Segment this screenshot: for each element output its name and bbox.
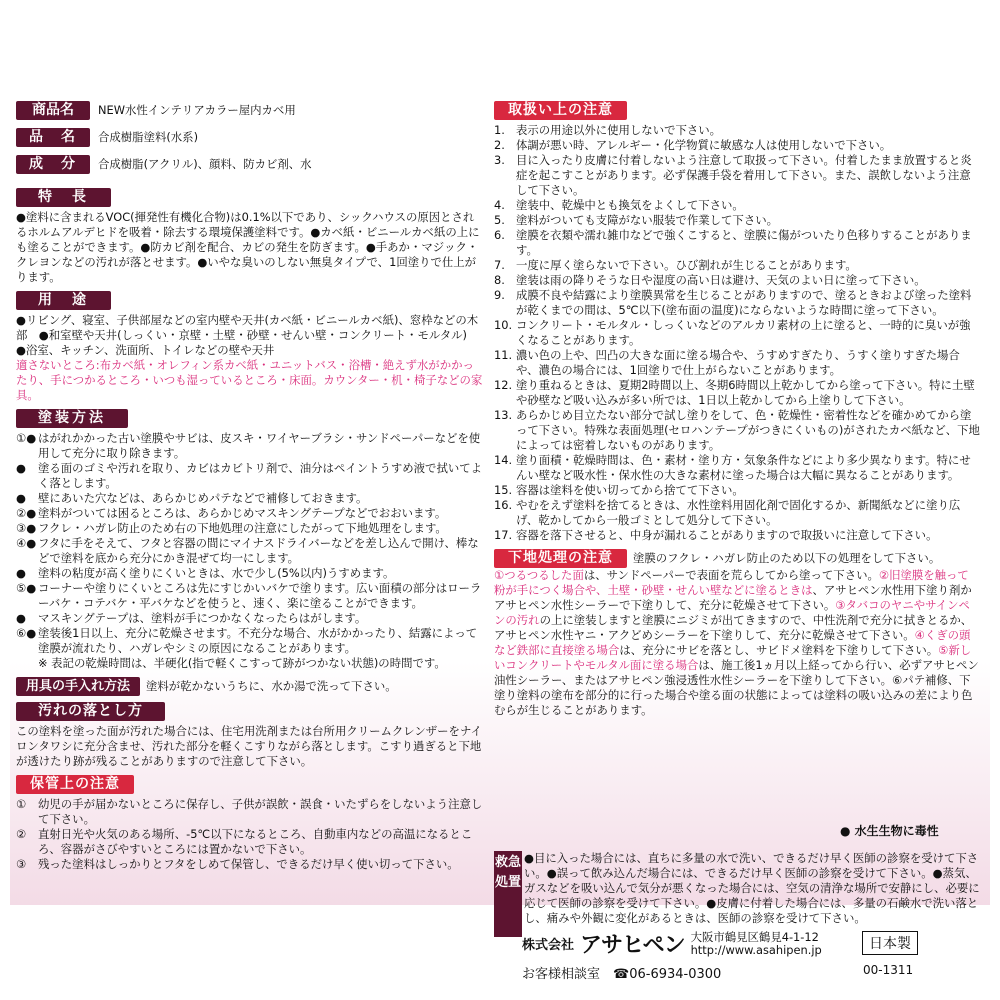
list-item: 10. コンクリート・モルタル・しっくいなどのアルカリ素材の上に塗ると、一時的に臭いが強くなることがあります。 <box>494 318 971 347</box>
painting-steps <box>16 431 484 671</box>
category-value: 合成樹脂塗料(水系) <box>98 130 199 144</box>
list-item: 2. 体調が悪い時、アレルギー・化学物質に敏感な人は使用しないで下さい。 <box>494 138 892 152</box>
substrate-intro: 塗膜のフクレ・ハガレ防止のため以下の処理をして下さい。 <box>633 551 941 565</box>
substrate-text: ①つるつるした面は、サンドペーパーで表面を荒らしてから塗って下さい。②旧塗膜を触って粉が手につく場合や、土壁・砂壁・せんい壁などに塗るときは、アサヒペン水性用下塗り剤かアサヒペン水性シーラーで下塗りして、充分に乾燥させて下さい。③タバコのヤニやサインペンの汚れの上に塗装しますと塗膜にニジミが出てきますので、中性洗剤で充分に拭きとるか、アサヒペン水性ヤニ・アクどめシーラーを下塗りして、充分に乾燥させて下さい。④くぎの頭など鉄部に直接塗る場合は、充分にサビを落とし、サビドメ塗料を下塗りして下さい。⑤新しいコンクリートやモルタル面に塗る場合は、施工後1ヵ月以上経ってから行い、必ずアサヒペン油性シーラー、またはアサヒペン強浸透性水性シーラーを下塗りして下さい。⑥パテ補修、下塗り塗料の塗布を部分的に行った場合や塗る面の状態によっては塗料の吸い込みの差により色むらが生じることがあります。 <box>494 568 979 717</box>
contact-info <box>522 963 721 982</box>
painting-title: 塗装方法 <box>16 409 128 428</box>
list-item: 16. やむをえず塗料を捨てるときは、水性塗料用固化剤で固化するか、新聞紙などに塗り広げ、乾かしてから一般ゴミとして処分して下さい。 <box>494 498 961 527</box>
list-item: 7. 一度に厚く塗らないで下さい。ひび割れが生じることがあります。 <box>494 258 857 272</box>
list-item: 5. 塗料がついても支障がない服装で作業して下さい。 <box>494 213 778 227</box>
ingredients-row <box>16 155 484 174</box>
right-column <box>494 95 980 718</box>
product-code: 00-1311 <box>863 963 914 977</box>
consult-label: お客様相談室 <box>522 967 601 982</box>
features-title: 特 長 <box>16 188 111 207</box>
list-item: 8. 塗装は雨の降りそうな日や湿度の高い日は避け、天気のよい日に塗って下さい。 <box>494 273 926 287</box>
list-item: 12. 塗り重ねるときは、夏期2時間以上、冬期6時間以上乾かしてから塗って下さい。特に土壁や砂壁など吸い込みが多い所では、1日以上乾かしてから上塗りして下さい。 <box>494 378 975 407</box>
company-prefix: 株式会社 <box>522 938 575 953</box>
list-item: 9. 成膜不良や結露により塗膜異常を生じることがありますので、塗るときおよび塗った塗料が乾くまでの間は、5℃以下(塗布面の温度)にならないような時間に塗って下さい。 <box>494 288 972 317</box>
list-item: 1. 表示の用途以外に使用しないで下さい。 <box>494 123 722 137</box>
toxicity-warning: ● 水生生物に毒性 <box>840 824 939 838</box>
product-name-row <box>16 101 484 120</box>
label-panel <box>10 95 990 982</box>
list-item: ⑥● 塗装後1日以上、充分に乾燥させます。不充分な場合、水がかかったり、結露によって塗膜が流れたり、ハガレやシミの原因になることがあります。 <box>16 626 478 655</box>
list-item: 4. 塗装中、乾燥中とも換気をよくして下さい。 <box>494 198 744 212</box>
list-item: 11. 濃い色の上や、凹凸の大きな面に塗る場合や、うすめすぎたり、うすく塗りすぎた場合や、濃色の場合には、1回塗りで仕上がらないことがあります。 <box>494 348 960 377</box>
list-item: ①● はがれかかった古い塗膜やサビは、皮スキ・ワイヤーブラシ・サンドペーパーなどを使用して充分に取り除きます。 <box>16 431 481 460</box>
list-item: ① 幼児の手が届かないところに保存し、子供が誤飲・誤食・いたずらをしないよう注意して下さい。 <box>16 797 483 826</box>
company-name: アサヒペン <box>580 933 685 958</box>
emergency-text: ●目に入った場合には、直ちに多量の水で洗い、できるだけ早く医師の診察を受けて下さい。●誤って飲み込んだ場合には、できるだけ早く医師の診察を受けて下さい。●蒸気、ガスなどを吸い込んで気分が悪くなった場合には、空気の清浄な場所で安静にし、必要に応じて医師の診察を受けて下さい。●皮膚に付着した場合には、多量の石鹸水で洗い落とし、痛みや外観に変化があるときは、医師の診察を受けて下さい。 <box>524 851 980 925</box>
unsuitable-label: 適さないところ: <box>16 358 100 372</box>
ingredients-label: 成 分 <box>16 155 90 174</box>
list-item: ⑤● コーナーや塗りにくいところは先にすじかいバケで塗ります。広い面積の部分はローラーバケ・コテバケ・平バケなどを使うと、速く、楽に塗ることができます。 <box>16 581 482 610</box>
company-url: http://www.asahipen.jp <box>690 942 822 957</box>
tool-care-row <box>16 677 484 696</box>
tool-care-text: 塗料が乾かないうちに、水か湯で洗って下さい。 <box>146 679 397 693</box>
list-item: ● 塗料の粘度が高く塗りにくいときは、水で少し(5%以内)うすめます。 <box>16 566 395 580</box>
phone-number: ☎06-6934-0300 <box>613 967 722 982</box>
features-text: ●塗料に含まれるVOC(揮発性有機化合物)は0.1%以下であり、シックハウスの原因とされるホルムアルデヒドを吸着・除去する環境保護塗料です。●カベ紙・ビニールカベ紙の上にも塗ることができます。●防カビ剤を配合、カビの発生を防ぎます。●手あか・マジック・クレヨンなどの汚れが落とせます。●いやな臭いのしない無臭タイプで、1回塗りで仕上がります。 <box>16 210 480 284</box>
list-item: ②● 塗料がついては困るところは、あらかじめマスキングテープなどでおおいます。 <box>16 506 447 520</box>
list-item: 15. 容器は塗料を使い切ってから捨てて下さい。 <box>494 483 744 497</box>
list-item: ④● フタに手をそえて、フタと容器の間にマイナスドライバーなどを差し込んで開け、棒などで塗料を底から充分にかき混ぜて均一にします。 <box>16 536 479 565</box>
storage-list <box>16 797 484 872</box>
list-item: ● 塗る面のゴミや汚れを取り、カビはカビトリ剤で、油分はペイントうすめ液で拭いてよく落とします。 <box>16 461 483 490</box>
list-item: ● マスキングテープは、塗料が手につかなくなったらはがします。 <box>16 611 367 625</box>
stain-removal-title: 汚れの落とし方 <box>16 702 165 721</box>
product-name-value: NEW水性インテリアカラー屋内カベ用 <box>98 103 296 117</box>
list-item: 3. 目に入ったり皮膚に付着しないよう注意して取扱って下さい。付着したまま放置すると炎症を起こすことがあります。必ず保護手袋を着用して下さい。また、誤飲しないよう注意して下さい。 <box>494 153 972 197</box>
left-column <box>16 95 484 872</box>
stain-removal-text: この塗料を塗った面が汚れた場合には、住宅用洗剤または台所用クリームクレンザーをナイロンタワシに充分含ませ、汚れた部分を軽くこすりながら落とします。こすり過ぎると下地が透けたり跡が残ることがありますので注意して下さい。 <box>16 724 482 768</box>
list-item: ③ 残った塗料はしっかりとフタをしめて保管し、できるだけ早く使い切って下さい。 <box>16 857 459 871</box>
uses-title: 用 途 <box>16 291 111 310</box>
company-address-block <box>691 931 822 957</box>
tool-care-title: 用具の手入れ方法 <box>16 677 140 696</box>
handling-list <box>494 123 980 543</box>
category-label: 品 名 <box>16 128 90 147</box>
company-logo <box>522 928 822 959</box>
list-item: 14. 塗り面積・乾燥時間は、色・素材・塗り方・気象条件などにより多少異なります。特にせんい壁など吸水性・保水性の大きな素材に塗った場合は大幅に異なることがあります。 <box>494 453 971 482</box>
storage-title: 保管上の注意 <box>16 775 134 794</box>
handling-title: 取扱い上の注意 <box>494 101 627 120</box>
made-in-badge: 日本製 <box>862 931 918 955</box>
category-row <box>16 128 484 147</box>
emergency-badge: 救急処置 <box>494 851 522 937</box>
list-item: ③● フクレ・ハガレ防止のため右の下地処理の注意にしたがって下地処理をします。 <box>16 521 447 535</box>
substrate-header-row <box>494 549 980 568</box>
unsuitable-text <box>16 358 484 403</box>
substrate-title: 下地処理の注意 <box>494 549 627 568</box>
unsuitable-body: 布カベ紙・オレフィン系カベ紙・ユニットバス・浴槽・絶えず水がかかったり、手につかるところ・いつも湿っているところ・床面。カウンター・机・椅子などの家具。 <box>16 358 483 402</box>
ingredients-value: 合成樹脂(アクリル)、顔料、防カビ剤、水 <box>98 157 312 171</box>
company-address: 大阪市鶴見区鶴見4-1-12 <box>690 929 819 944</box>
list-item: ● 壁にあいた穴などは、あらかじめパテなどで補修しておきます。 <box>16 491 368 505</box>
list-item: 6. 塗膜を衣類や濡れ雑巾などで強くこすると、塗膜に傷がついたり色移りすることがあります。 <box>494 228 972 257</box>
list-item: ② 直射日光や火気のある場所、-5℃以下になるところ、自動車内などの高温になるところ、容器がさびやすいところには置かないで下さい。 <box>16 827 473 856</box>
list-item: ※ 表記の乾燥時間は、半硬化(指で軽くこすって跡がつかない状態)の時間です。 <box>38 656 446 670</box>
product-name-label: 商品名 <box>16 101 90 120</box>
uses-text: ●リビング、寝室、子供部屋などの室内壁や天井(カベ紙・ビニールカベ紙)、窓枠などの木部 ●和室壁や天井(しっくい・京壁・土壁・砂壁・せんい壁・コンクリート・モルタル) ●浴室、キッチン、洗面所、トイレなどの壁や天井 <box>16 313 479 357</box>
list-item: 17. 容器を落下させると、中身が漏れることがありますので取扱いに注意して下さい。 <box>494 528 938 542</box>
list-item: 13. あらかじめ目立たない部分で試し塗りをして、色・乾燥性・密着性などを確かめてから塗って下さい。特殊な表面処理(セロハンテープがつきにくいもの)がされたカベ紙など、下地によっては密着しないものがあります。 <box>494 408 980 452</box>
